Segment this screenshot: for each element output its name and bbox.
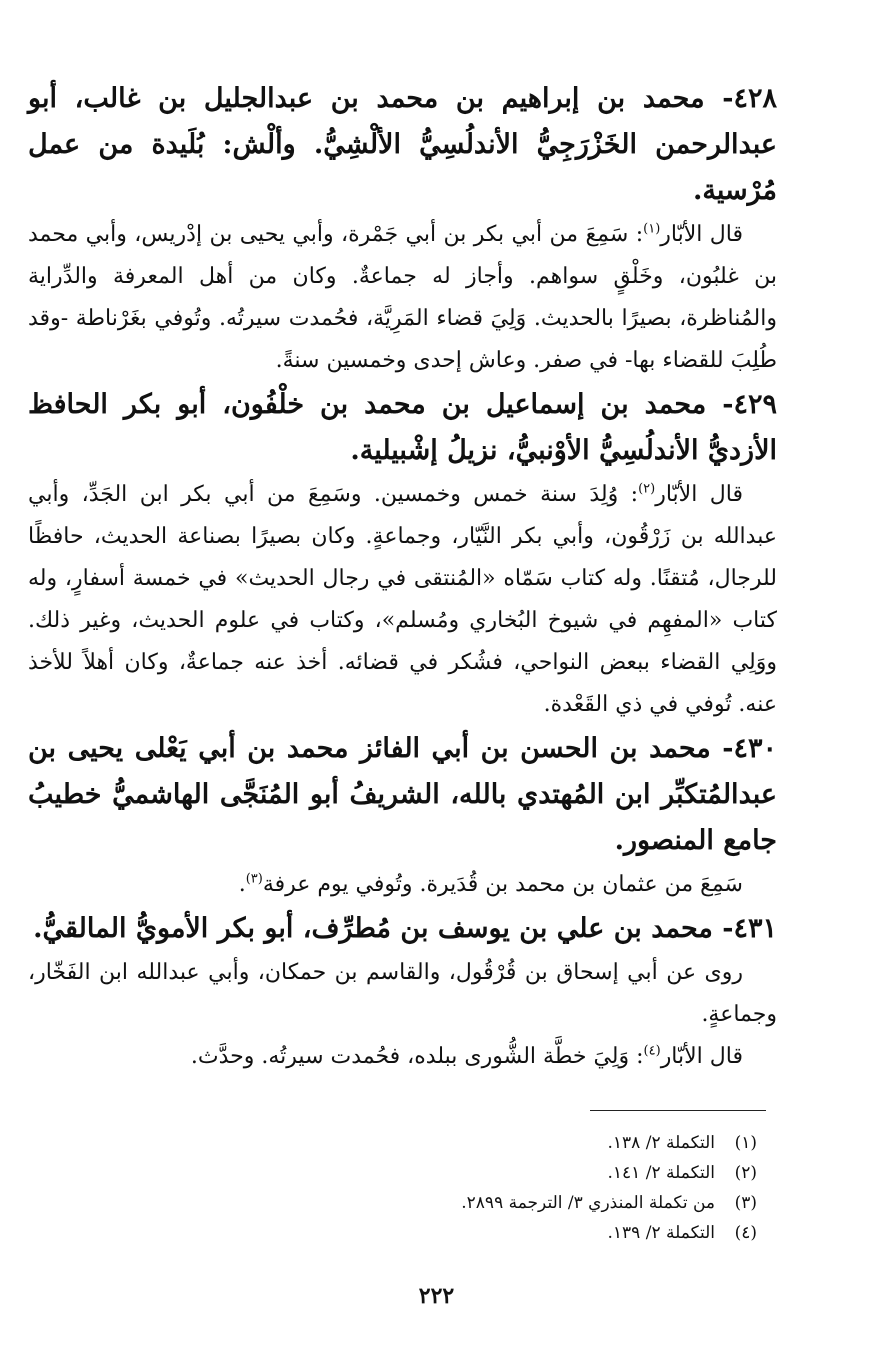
entry-text-part: قال الأبّار [660,222,743,247]
footnote-number: (٢) [734,1163,757,1183]
entry-text-part: : وَلِيَ خطَّة الشُّورى ببلده، فحُمدت سيرتُه. وحدَّث. [190,1044,644,1069]
footnote-item [157,1128,757,1158]
entry-text [28,474,777,726]
footnote-ref: (٤) [643,1043,661,1059]
entry-text-part: : سَمِعَ من أبي بكر بن أبي جَمْرة، وأبي يحيى بن إدْريس، وأبي محمد بن غلبُون، وخَلْقٍ سواهم. وأجاز له جماعةٌ. وكان من أهل المعرفة والدِّراية والمُناظرة، بصيرًا بالحديث. وَلِيَ قضاء المَرِيَّة، فحُمدت سيرتُه. وتُوفي بغَرْناطة -وقد طُلِبَ للقضاء بها- في صفر. وعاش إحدى وخمسين سنةً. [28,222,777,373]
footnote-text: التكملة ٢/ ١٣٨. [607,1133,715,1153]
footnote-number: (٣) [734,1193,757,1213]
entry-text-part: قال الأبّار [655,482,743,507]
entry-text-part: سَمِعَ من عثمان بن محمد بن قُدَيرة. وتُوفي يوم عرفة [262,872,743,897]
page-number: ٢٢٢ [418,1283,455,1309]
footnotes [157,1128,757,1248]
entry-text-part: : وُلِدَ سنة خمس وخمسين. وسَمِعَ من أبي بكر ابن الجَدِّ، وأبي عبدالله بن زَرْقُون، وأبي بكر النَّيّار، وجماعةٍ. وكان بصيرًا بصناعة الحديث، حافظًا للرجال، مُتقنًا. وله كتاب سَمّاه «المُنتقى في رجال الحديث» في خمسة أسفارٍ، وله كتاب «المفهِم في شيوخ البُخاري ومُسلم»، وكتاب في علوم الحديث، وغير ذلك. ووَلِي القضاء ببعض النواحي، فشُكر في قضائه. أخذ عنه جماعةٌ، وكان أهلاً للأخذ عنه. تُوفي في ذي القَعْدة. [28,482,777,717]
footnote-ref: (٢) [638,481,656,497]
entry-text-part: . [238,872,246,897]
footnote-divider [590,1110,766,1111]
entry-text [28,864,777,906]
entry-heading: ٤٢٩- محمد بن إسماعيل بن محمد بن خلْفُون، أبو بكر الحافظ الأزديُّ الأندلُسِيُّ الأوْنبيُّ، نزيلُ إشْبيلية. [28,389,777,466]
footnote-text: من تكملة المنذري ٣/ الترجمة ٢٨٩٩. [461,1193,715,1213]
entry-text-part: روى عن أبي إسحاق بن قُرْقُول، والقاسم بن حمكان، وأبي عبدالله ابن الفَخّار، وجماعةٍ. [28,960,777,1027]
footnote-item [157,1158,757,1188]
footnote-number: (٤) [734,1223,757,1243]
footnote-item [157,1188,757,1218]
entry-heading: ٤٢٨- محمد بن إبراهيم بن محمد بن عبدالجليل بن غالب، أبو عبدالرحمن الخَزْرَجِيُّ الأندلُسِيُّ الألْشِيُّ. وألْش: بُلَيدة من عمل مُرْسية. [28,83,777,206]
footnote-ref: (٣) [245,871,263,887]
entry-text [28,1036,777,1078]
entry-text-part: قال الأبّار [660,1044,743,1069]
entry-text [28,952,777,1036]
entry-heading: ٤٣٠- محمد بن الحسن بن أبي الفائز محمد بن أبي يَعْلى يحيى بن عبدالمُتكبِّر ابن المُهتدي بالله، الشريفُ أبو المُنَجَّى الهاشميُّ خطيبُ جامع المنصور. [28,733,777,856]
footnote-text: التكملة ٢/ ١٤١. [607,1163,715,1183]
footnote-ref: (١) [643,221,661,237]
entry-heading: ٤٣١- محمد بن علي بن يوسف بن مُطرِّف، أبو بكر الأمويُّ المالقيُّ. [33,913,777,944]
entry-text [28,214,777,382]
footnote-number: (١) [734,1133,757,1153]
footnote-text: التكملة ٢/ ١٣٩. [607,1223,715,1243]
footnote-item [157,1218,757,1248]
